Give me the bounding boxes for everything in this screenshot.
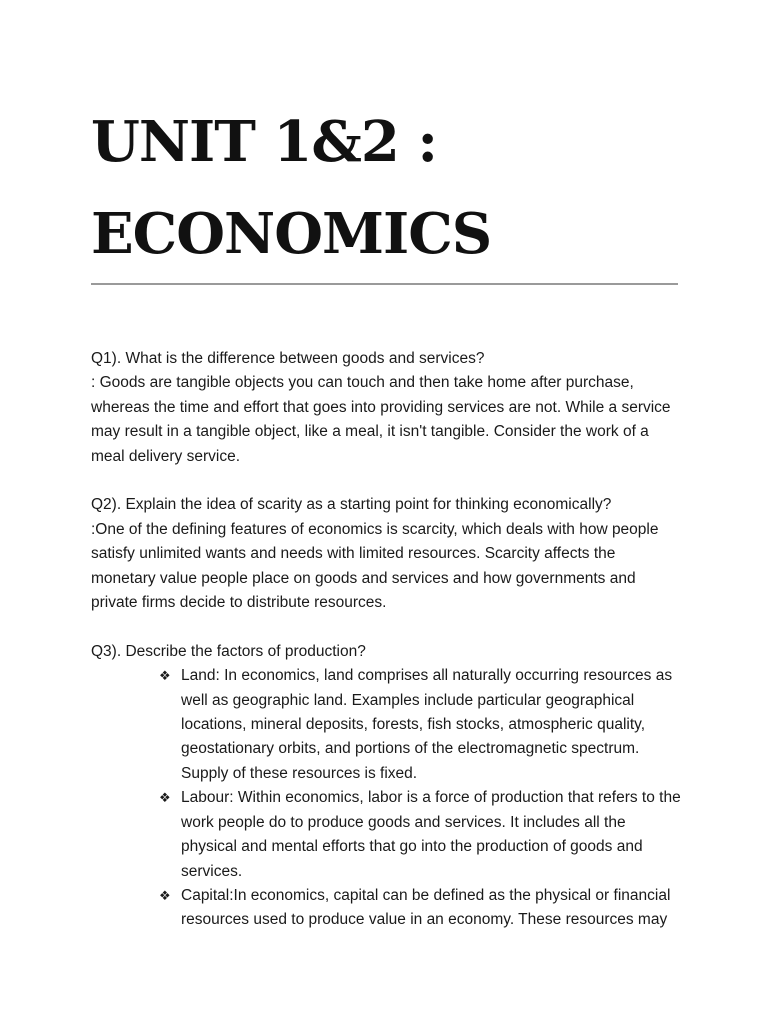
diamond-bullet-icon: ❖ — [159, 668, 171, 684]
qa-block-3 — [91, 640, 681, 933]
title-divider — [91, 283, 678, 285]
list-item-text: Capital:In economics, capital can be defined as the physical or financial resources used to produce value in an economy. These resources may — [181, 886, 671, 929]
question-3: Q3). Describe the factors of production? — [91, 642, 366, 660]
title-line-2: ECONOMICS — [91, 201, 492, 267]
qa-block-1 — [91, 347, 681, 469]
diamond-bullet-icon: ❖ — [159, 887, 171, 903]
factors-list — [91, 664, 681, 932]
question-1: Q1). What is the difference between goods and services? — [91, 350, 485, 367]
answer-1: : Goods are tangible objects you can touch and then take home after purchase, whereas the time and effort that goes into providing services are not. While a service may result in a tangible object, like a meal, it isn't tangible. Consider the work of a meal delivery service. — [91, 374, 671, 465]
answer-2: :One of the defining features of economics is scarcity, which deals with how people satisfy unlimited wants and needs with limited resources. Scarcity affects the monetary value people place on goods and services and how governments and private firms decide to distribute resources. — [91, 520, 659, 612]
diamond-bullet-icon: ❖ — [159, 790, 171, 806]
list-item-land — [159, 664, 681, 786]
list-item-capital — [159, 884, 681, 933]
list-item-text: Land: In economics, land comprises all naturally occurring resources as well as geographic land. Examples include particular geographical locations, mineral deposits, forests, fish stocks, atmospheric quality, geostationary orbits, and portions of the electromagnetic spectrum. Supply of these resources is fixed. — [181, 667, 673, 782]
question-2: Q2). Explain the idea of scarity as a starting point for thinking economically? — [91, 496, 612, 514]
list-item-labour — [159, 786, 681, 884]
qa-block-2 — [91, 493, 681, 615]
title-line-1: UNIT 1&2 : — [91, 109, 438, 175]
page-title — [91, 96, 691, 280]
list-item-text: Labour: Within economics, labor is a force of production that refers to the work people do to produce goods and services. It includes all the physical and mental efforts that go into the production of goods and services. — [181, 789, 681, 880]
document-body — [91, 347, 681, 933]
